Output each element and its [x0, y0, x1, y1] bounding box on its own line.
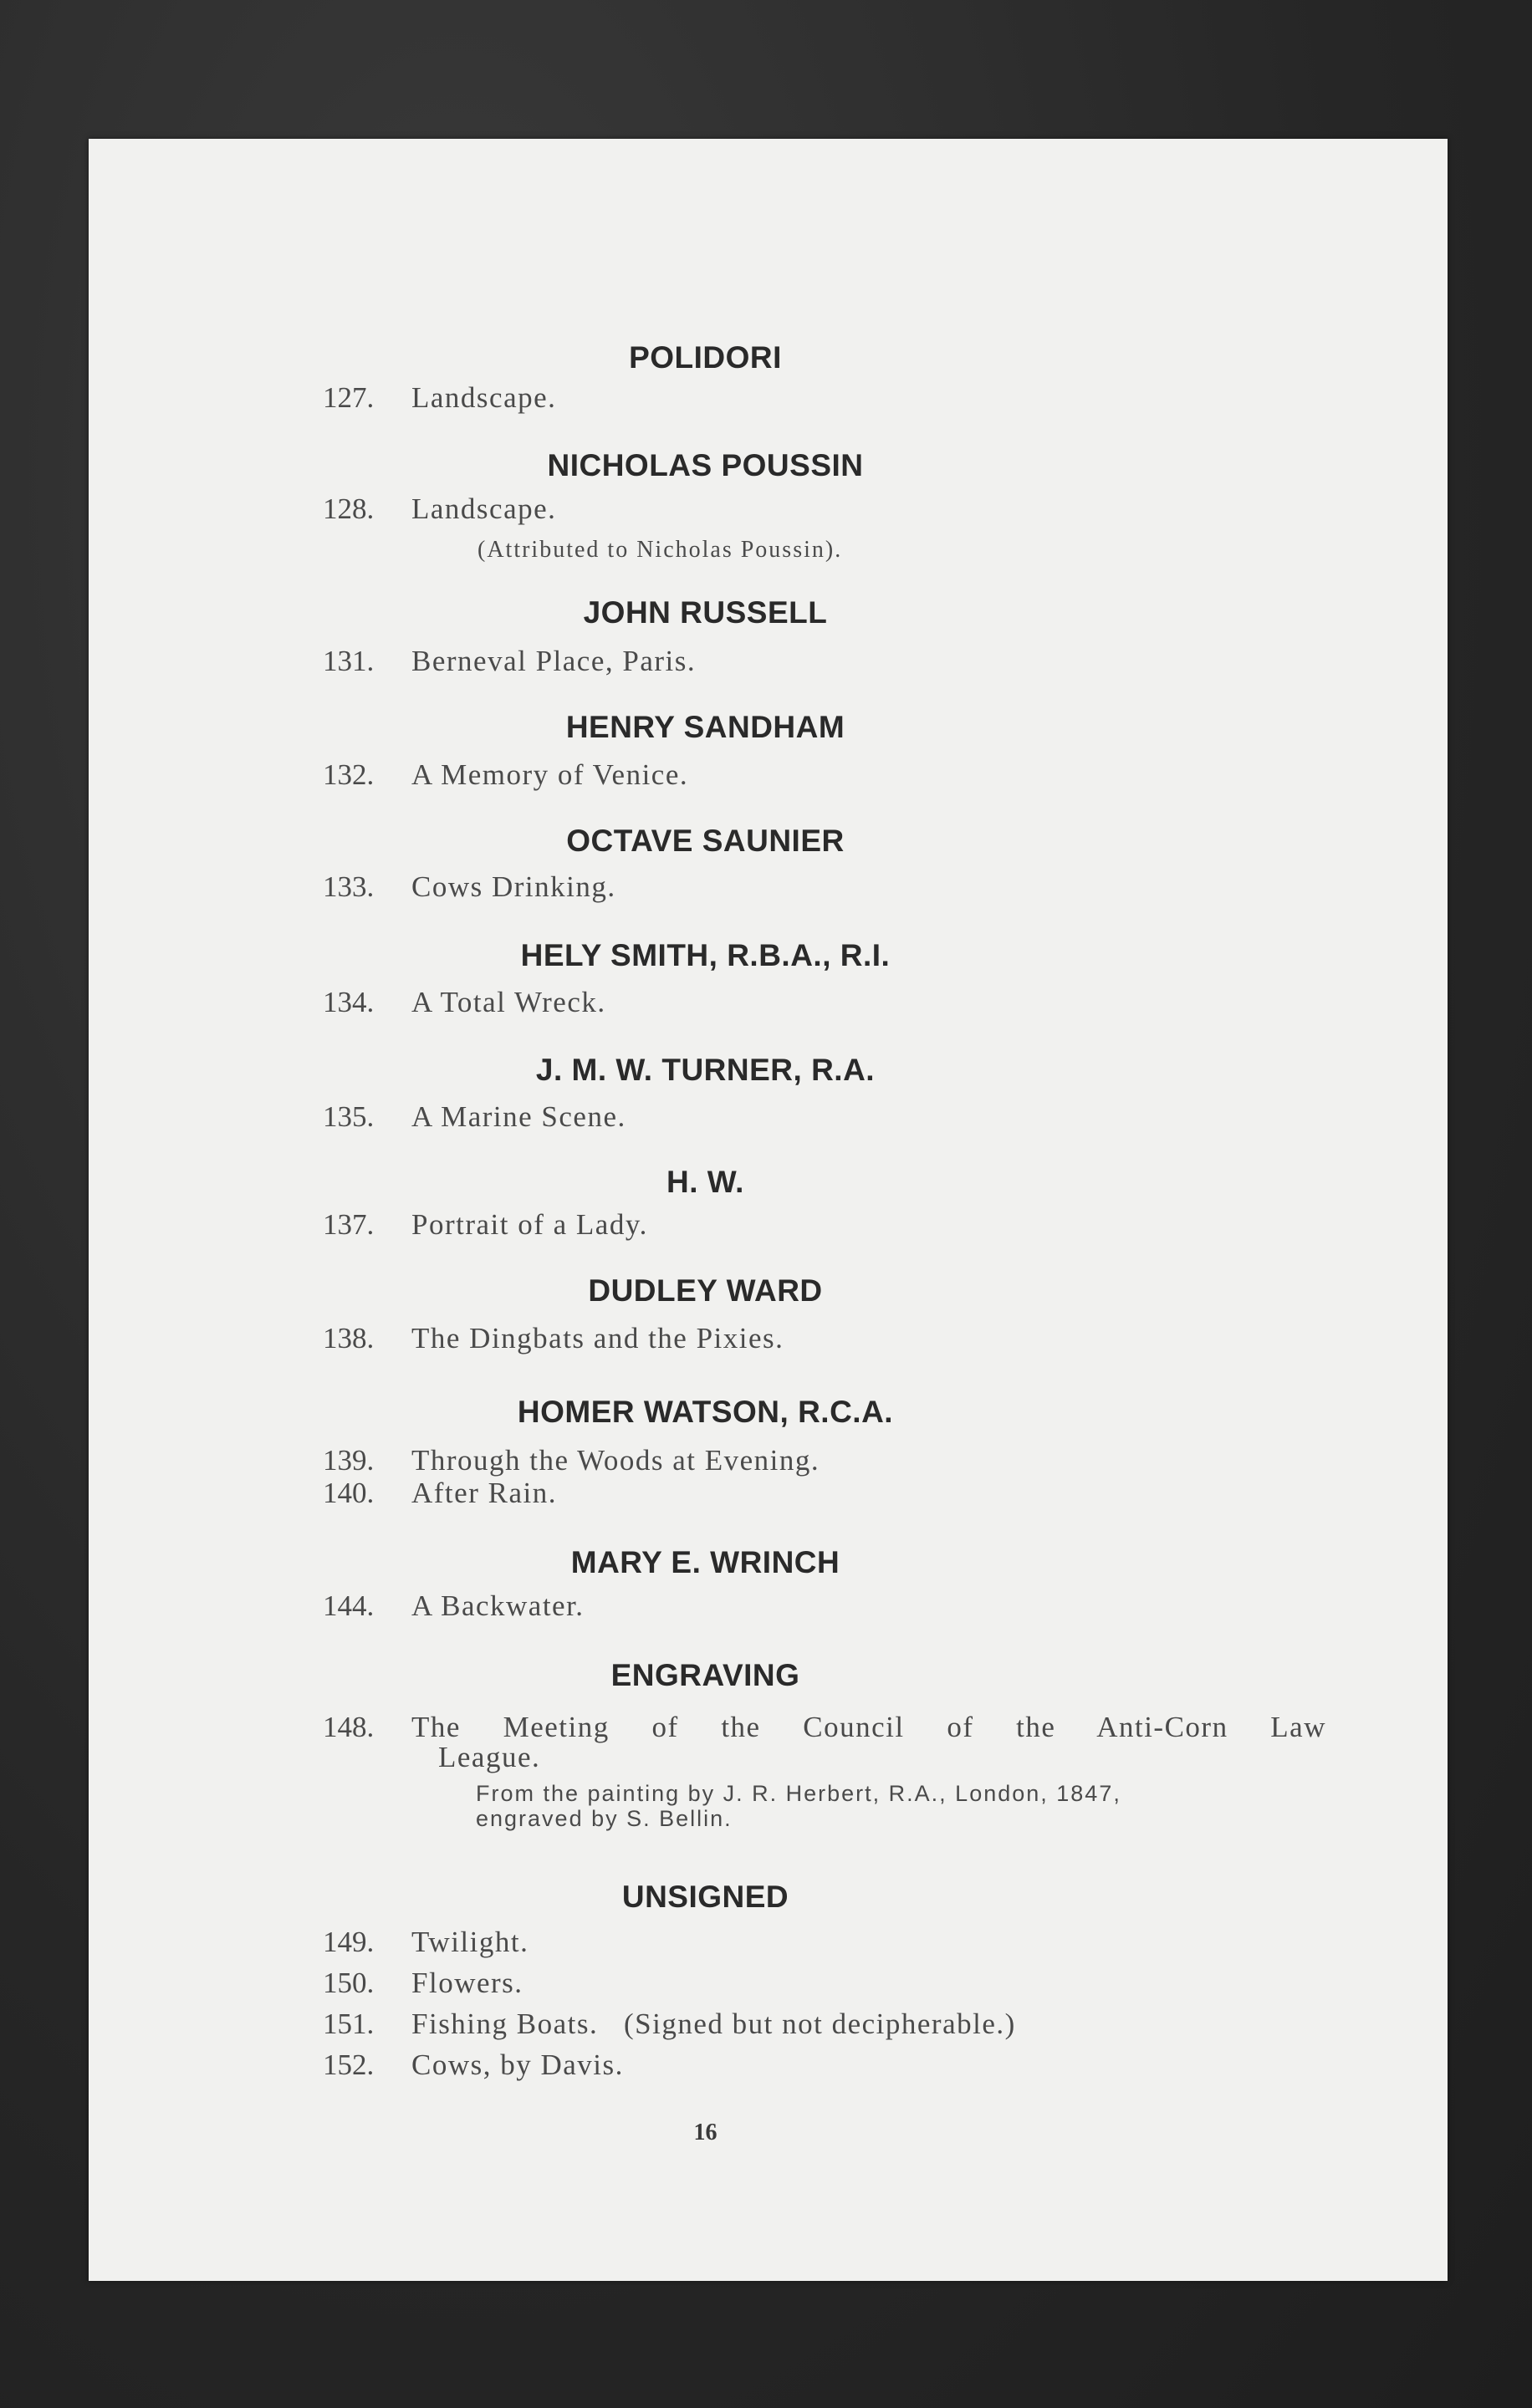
item-number: 137.: [323, 1208, 375, 1241]
item-number: 138.: [323, 1322, 375, 1354]
item-title: Cows, by Davis.: [411, 2048, 624, 2081]
item-title: After Rain.: [411, 1477, 557, 1509]
item-title: Portrait of a Lady.: [411, 1208, 648, 1241]
artist-heading: JOHN RUSSELL: [583, 595, 828, 630]
artist-heading: J. M. W. TURNER, R.A.: [535, 1053, 876, 1087]
artist-heading: HOMER WATSON, R.C.A.: [517, 1395, 894, 1429]
item-title-continued: League.: [438, 1741, 541, 1773]
item-title: The Meeting of the Council of the Anti-Corn Law: [411, 1711, 1326, 1743]
item-title: Fishing Boats. (Signed but not decipherable.): [411, 2008, 1016, 2040]
item-title: Landscape.: [411, 492, 557, 525]
artist-heading: HELY SMITH, R.B.A., R.I.: [520, 938, 891, 972]
item-number: 150.: [323, 1967, 375, 1999]
item-number: 128.: [323, 492, 375, 525]
item-note: engraved by S. Bellin.: [476, 1806, 733, 1831]
item-title: Berneval Place, Paris.: [411, 645, 697, 677]
item-title: Flowers.: [411, 1967, 523, 1999]
item-number: 139.: [323, 1444, 375, 1477]
page-number: 16: [693, 2120, 717, 2145]
item-title: Twilight.: [411, 1926, 529, 1958]
item-title: The Dingbats and the Pixies.: [411, 1322, 784, 1354]
artist-heading: MARY E. WRINCH: [570, 1545, 840, 1579]
item-number: 133.: [323, 870, 375, 903]
item-number: 140.: [323, 1477, 375, 1509]
item-number: 144.: [323, 1589, 375, 1622]
item-title: A Total Wreck.: [411, 986, 606, 1018]
artist-heading: OCTAVE SAUNIER: [566, 824, 845, 858]
item-number: 131.: [323, 645, 375, 677]
artist-heading: HENRY SANDHAM: [565, 710, 845, 744]
catalogue-page: [89, 139, 1448, 2281]
item-number: 148.: [323, 1711, 375, 1743]
item-title: A Backwater.: [411, 1589, 585, 1622]
item-note: From the painting by J. R. Herbert, R.A., London, 1847,: [476, 1781, 1121, 1806]
artist-heading: H. W.: [666, 1165, 744, 1199]
item-number: 134.: [323, 986, 375, 1018]
item-title: A Marine Scene.: [411, 1100, 626, 1133]
item-number: 149.: [323, 1926, 375, 1958]
item-title: Landscape.: [411, 381, 557, 414]
item-number: 132.: [323, 758, 375, 791]
artist-heading: UNSIGNED: [621, 1880, 789, 1914]
item-title: Through the Woods at Evening.: [411, 1444, 820, 1477]
artist-heading: NICHOLAS POUSSIN: [547, 448, 864, 482]
item-number: 152.: [323, 2048, 375, 2081]
item-number: 135.: [323, 1100, 375, 1133]
artist-heading: POLIDORI: [629, 340, 782, 375]
artist-heading: DUDLEY WARD: [588, 1273, 823, 1308]
item-number: 151.: [323, 2008, 375, 2040]
item-title: A Memory of Venice.: [411, 758, 689, 791]
item-title: Cows Drinking.: [411, 870, 616, 903]
item-note: (Attributed to Nicholas Poussin).: [477, 537, 843, 563]
item-number: 127.: [323, 381, 375, 414]
artist-heading: ENGRAVING: [610, 1658, 800, 1692]
